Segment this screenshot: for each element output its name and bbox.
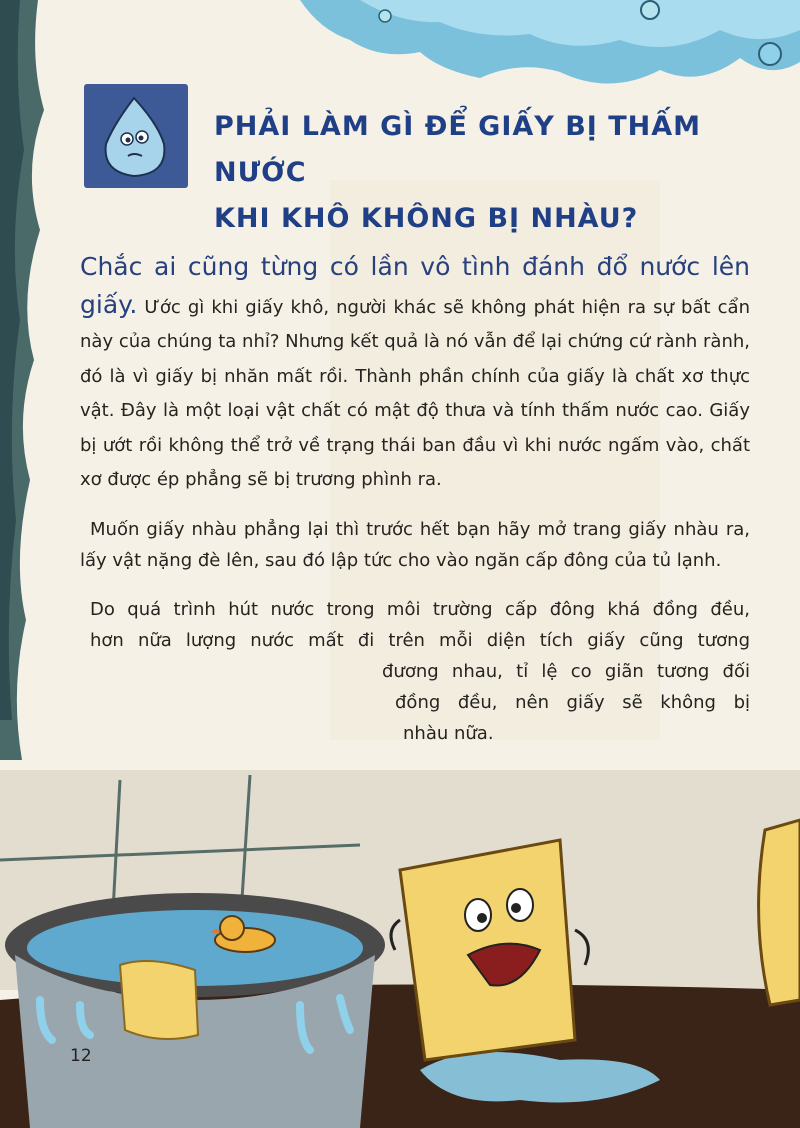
towel [120, 961, 198, 1039]
page-number: 12 [70, 1046, 92, 1066]
paper-character [391, 840, 588, 1060]
paragraph-3-line-4: đồng đều, nên giấy sẽ không bị [395, 691, 750, 713]
body-text [80, 250, 750, 749]
title-line-2: KHI KHÔ KHÔNG BỊ NHÀU? [214, 203, 639, 234]
water-droplet [759, 43, 781, 65]
paragraph-3-line-5: nhàu nữa. [403, 722, 494, 744]
lead-sentence: Chắc ai cũng từng có lần vô tình đánh đổ nước lên giấy. [80, 252, 750, 319]
paragraph-3 [80, 594, 750, 749]
paper-character-2 [759, 820, 800, 1005]
paragraph-2: Muốn giấy nhàu phẳng lại thì trước hết bạn hãy mở trang giấy nhàu ra, lấy vật nặng đè lên, sau đó lập tức cho vào ngăn cấp đông của tủ lạnh. [80, 518, 750, 571]
title-icon-box [84, 84, 188, 188]
title-line-1: PHẢI LÀM GÌ ĐỂ GIẤY BỊ THẤM NƯỚC [214, 111, 702, 188]
paragraph-1-body: Ước gì khi giấy khô, người khác sẽ không phát hiện ra sự bất cẩn này của chúng ta nhỉ? Nhưng kết quả là nó vẫn để lại chứng cứ rành rành, đó là vì giấy bị nhăn mất rồi. Thành phần chính của giấy là chất xơ thực vật. Đây là một loại vật chất có mật độ thưa và tính thấm nước cao. Giấy bị ướt rồi không thể trở về trạng thái ban đầu vì khi nước ngấm vào, chất xơ được ép phẳng sẽ bị trương phình ra. [80, 296, 750, 490]
paragraph-3-line-3: đương nhau, tỉ lệ co giãn tương đối [382, 660, 750, 682]
paragraph-3-line-2: hơn nữa lượng nước mất đi trên mỗi diện tích giấy cũng tương [90, 629, 750, 651]
paragraph-3-line-1: Do quá trình hút nước trong môi trường cấp đông khá đồng đều, [90, 598, 750, 620]
page-title [214, 104, 774, 242]
paragraph-1 [80, 250, 750, 498]
water-drop-icon [84, 84, 188, 188]
